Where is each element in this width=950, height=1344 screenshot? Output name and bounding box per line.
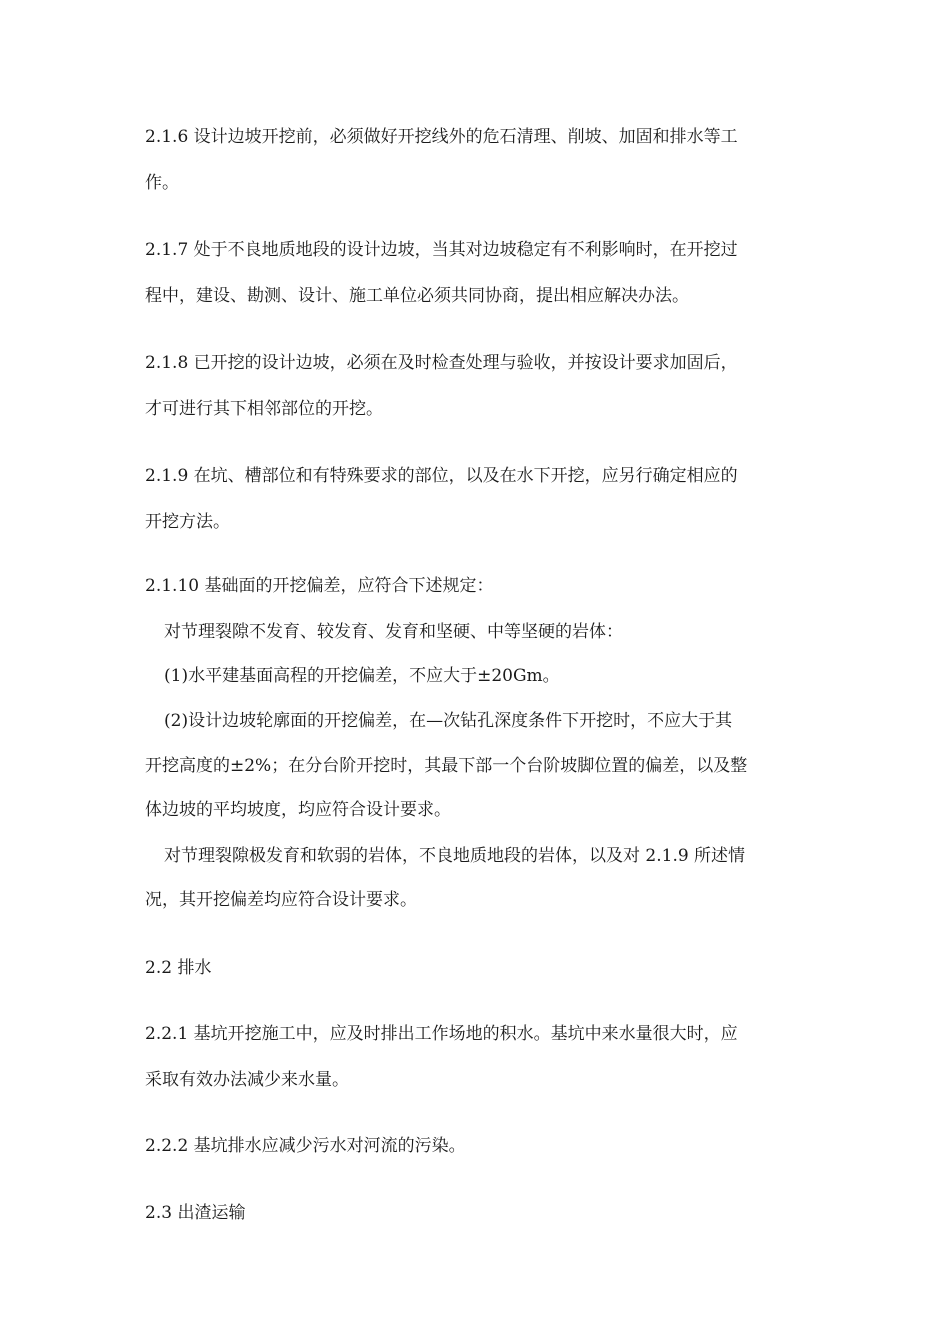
clause-2-2-1-line-2: 采取有效办法减少来水量。	[145, 1070, 349, 1090]
clause-2-2-1-line-1: 2.2.1 基坑开挖施工中，应及时排出工作场地的积水。基坑中来水量很大时，应	[145, 1024, 738, 1044]
clause-2-1-10-note-line-2: 况，其开挖偏差均应符合设计要求。	[145, 890, 417, 910]
clause-2-1-6-line-2: 作。	[145, 173, 179, 193]
section-2-2-heading: 2.2 排水	[145, 958, 212, 978]
clause-2-1-7-line-1: 2.1.7 处于不良地质地段的设计边坡，当其对边坡稳定有不利影响时，在开挖过	[145, 240, 738, 260]
clause-2-1-8-line-2: 才可进行其下相邻部位的开挖。	[145, 399, 383, 419]
section-2-3-heading: 2.3 出渣运输	[145, 1203, 246, 1223]
clause-2-1-10-intro: 对节理裂隙不发育、较发育、发育和坚硬、中等坚硬的岩体：	[164, 622, 623, 642]
clause-2-1-6-line-1: 2.1.6 设计边坡开挖前，必须做好开挖线外的危石清理、削坡、加固和排水等工	[145, 127, 738, 147]
clause-2-1-10-item-1: (1)水平建基面高程的开挖偏差，不应大于±20Gm。	[164, 666, 560, 686]
clause-2-1-7-line-2: 程中，建设、勘测、设计、施工单位必须共同协商，提出相应解决办法。	[145, 286, 689, 306]
clause-2-1-9-line-1: 2.1.9 在坑、槽部位和有特殊要求的部位，以及在水下开挖，应另行确定相应的	[145, 466, 738, 486]
clause-2-1-10-item-2-line-2: 开挖高度的±2%；在分台阶开挖时，其最下部一个台阶坡脚位置的偏差，以及整	[145, 756, 748, 776]
clause-2-1-10-item-2-line-1: (2)设计边坡轮廓面的开挖偏差，在—次钻孔深度条件下开挖时，不应大于其	[164, 711, 733, 731]
clause-2-1-10-heading: 2.1.10 基础面的开挖偏差，应符合下述规定：	[145, 576, 494, 596]
clause-2-1-10-item-2-line-3: 体边坡的平均坡度，均应符合设计要求。	[145, 800, 451, 820]
clause-2-1-9-line-2: 开挖方法。	[145, 512, 230, 532]
clause-2-1-10-note-line-1: 对节理裂隙极发育和软弱的岩体，不良地质地段的岩体，以及对 2.1.9 所述情	[164, 846, 746, 866]
clause-2-2-2-line-1: 2.2.2 基坑排水应减少污水对河流的污染。	[145, 1136, 466, 1156]
clause-2-1-8-line-1: 2.1.8 已开挖的设计边坡，必须在及时检查处理与验收，并按设计要求加固后，	[145, 353, 738, 373]
